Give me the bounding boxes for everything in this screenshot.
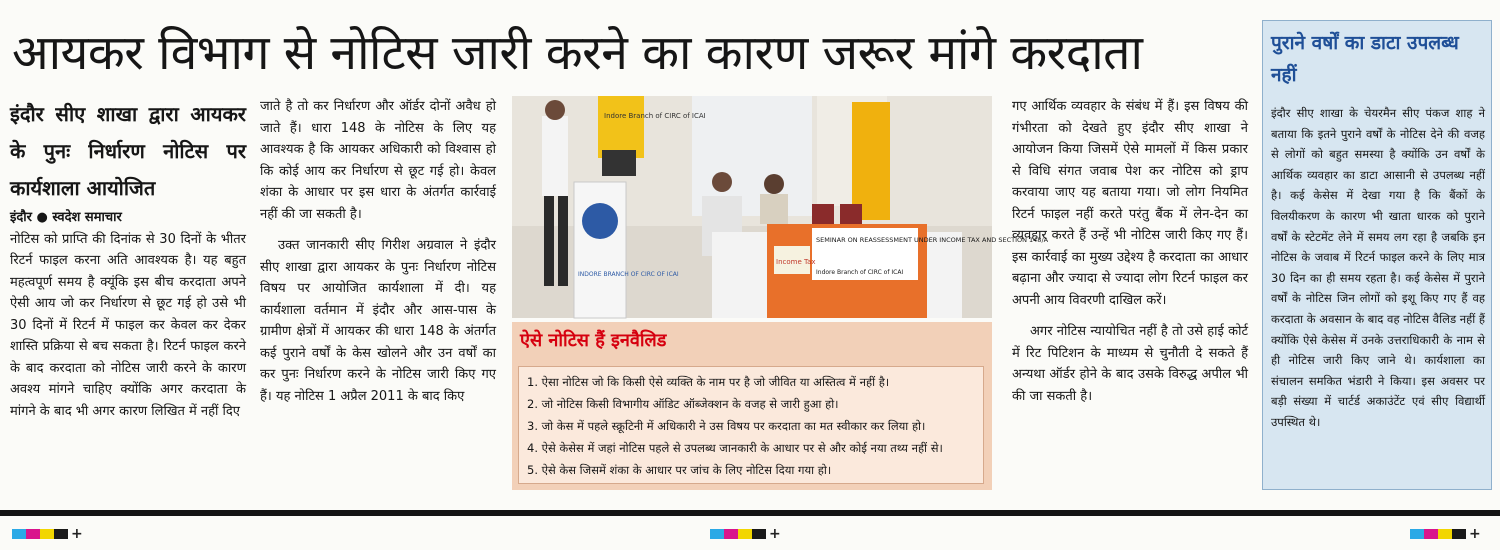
list-item: 4. ऐसे केसेस में जहां नोटिस पहले से उपलब्ध जानकारी के आधार पर से और कोई नया तथ्य नहीं से।	[527, 441, 943, 455]
event-photo-illustration	[512, 96, 1049, 318]
invalid-notice-box	[512, 322, 992, 490]
registration-marks	[12, 527, 83, 541]
podium-text: INDORE BRANCH OF CIRC OF ICAI	[578, 271, 679, 278]
byline: इंदौर ● स्वदेश समाचार	[10, 210, 122, 225]
invalid-notice-title: ऐसे नोटिस हैं इनवैलिड	[520, 330, 667, 351]
article-paragraph: नोटिस को प्राप्ति की दिनांक से 30 दिनों के भीतर रिटर्न फाइल करना अति आवश्यक है। यह बहुत महत्वपूर्ण समय है क्यूंकि इस बीच करदाता अपने ऐसी आय जो कर निर्धारण से छूट गई हो उसे भी 30 दिनों में रिटर्न में फाइल कर केवल कर देकर शास्ति प्रक्रिया से बच सकता है। रिटर्न फाइल करने के बाद करदाता को नोटिस जारी करने के कारण अवश्य मांगने चाहिए क्योंकि अगर करदाता के मांगने के बाद भी अगर कारण लिखित में नहीं दिए	[10, 231, 246, 419]
plus-mark: +	[769, 526, 781, 542]
article-column-4	[1012, 96, 1248, 496]
black-swatch	[54, 529, 68, 539]
article-column-2	[260, 96, 496, 496]
headline: आयकर विभाग से नोटिस जारी करने का कारण जरूर मांगे करदाता	[12, 25, 1143, 81]
yellow-swatch	[1438, 529, 1452, 539]
invalid-notice-list	[518, 366, 984, 484]
sidebar-title: पुराने वर्षों का डाटा उपलब्ध नहीं	[1271, 32, 1459, 86]
list-item: 3. जो केस में पहले स्क्रूटिनी में अधिकारी ने उस विषय पर करदाता का मत स्वीकार कर लिया हो।	[527, 419, 926, 433]
black-swatch	[1452, 529, 1466, 539]
black-swatch	[752, 529, 766, 539]
yellow-swatch	[738, 529, 752, 539]
cyan-swatch	[710, 529, 724, 539]
article-column-1	[10, 96, 246, 496]
magenta-swatch	[724, 529, 738, 539]
yellow-swatch	[40, 529, 54, 539]
stage-banner-text: SEMINAR ON REASSESSMENT UNDER INCOME TAX AND SECTION 148/A	[816, 236, 1049, 244]
plus-mark: +	[71, 526, 83, 542]
sidebar-box	[1262, 20, 1492, 490]
list-item: 1. ऐसा नोटिस जो कि किसी ऐसे व्यक्ति के नाम पर है जो जीवित या अस्तित्व में नहीं है।	[527, 375, 890, 389]
magenta-swatch	[1424, 529, 1438, 539]
magenta-swatch	[26, 529, 40, 539]
article-subheading: इंदौर सीए शाखा द्वारा आयकर के पुनः निर्धारण नोटिस पर कार्यशाला आयोजित	[10, 102, 246, 200]
cyan-swatch	[12, 529, 26, 539]
stage-banner-subtext: Indore Branch of CIRC of ICAI	[816, 269, 904, 276]
registration-marks	[1410, 527, 1481, 541]
bottom-rule	[0, 510, 1500, 516]
banner-left-text: Indore Branch of CIRC of ICAI	[604, 112, 706, 120]
list-item: 2. जो नोटिस किसी विभागीय ऑडिट ऑब्जेक्शन के वजह से जारी हुआ हो।	[527, 397, 839, 411]
article-paragraph: अगर नोटिस न्यायोचित नहीं है तो उसे हाई कोर्ट में रिट पिटिशन के माध्यम से चुनौती दे सकते हैं अन्यथा ऑर्डर होने के बाद उसके विरुद्ध अपील भी की जा सकती है।	[1012, 324, 1248, 404]
cyan-swatch	[1410, 529, 1424, 539]
article-paragraph: गए आर्थिक व्यवहार के संबंध में हैं। इस विषय की गंभीरता को देखते हुए इंदौर सीए शाखा ने आयोजन किया जिसमें ऐसे मामलों में किस प्रकार से विधि संगत जवाब पेश कर नोटिस को ड्राप करवाया जाए यह बताया गया। जो लोग नियमित रिटर्न फाइल नहीं करते परंतु बैंक में लेन-देन का व्यवहार करते हैं उन्हें भी नोटिस जारी किए गए हैं। इस कार्रवाई का मुख्य उद्देश्य है करदाता का आधार बढ़ाना और ज्यादा से ज्यादा लोग रिटर्न फाइल कर अपनी आय विवरणी दाखिल करें।	[1012, 99, 1248, 308]
article-paragraph: जाते है तो कर निर्धारण और ऑर्डर दोनों अवैध हो जाते हैं। धारा 148 के नोटिस के लिए यह आवश्यक है कि आयकर अधिकारी को विश्वास हो कि कोई आय कर निर्धारण से छूट गई हो। केवल शंका के आधार पर इस धारा के अंतर्गत कार्रवाई नहीं की जा सकती है।	[260, 99, 496, 222]
registration-marks	[710, 527, 781, 541]
event-photo	[512, 96, 1049, 318]
list-item: 5. ऐसे केस जिसमें शंका के आधार पर जांच के लिए नोटिस दिया गया हो।	[527, 463, 832, 477]
sidebar-body: इंदौर सीए शाखा के चेयरमैन सीए पंकज शाह ने बताया कि इतने पुराने वर्षों के नोटिस देने की वजह से लोगों को बहुत समस्या है क्योंकि उन वर्षों के आर्थिक व्यवहार का डाटा आसानी से उपलब्ध नहीं है। कई केसेस में देखा गया है कि बैंकों के विलयीकरण के कारण भी खाता धारक को पुराने वर्षों के स्टेटमेंट लेने में समय लग रहा है जबकि इन नोटिस के जवाब में रिटर्न फाइल करने के लिए मात्र 30 दिन का ही समय रहता है। कई केसेस में पुराने वर्षों के नोटिस जिन लोगों को इशू किए गए हैं वह करदाता के अवसान के बाद वह नोटिस वैलिड नहीं हैं क्योंकि ऐसे केसेस में उनके उत्तराधिकारी के नाम से ही नोटिस जारी किए जाने थे। कार्यशाला का संचालन समकित भंडारी ने किया। इस अवसर पर बड़ी संख्या में चार्टर्ड अकाउंटेंट एवं सीए विद्यार्थी उपस्थित थे।	[1271, 106, 1485, 429]
income-tax-text: Income Tax	[776, 258, 816, 266]
plus-mark: +	[1469, 526, 1481, 542]
article-paragraph: उक्त जानकारी सीए गिरीश अग्रवाल ने इंदौर सीए शाखा द्वारा आयकर के पुनः निर्धारण नोटिस विषय पर आयोजित कार्यशाला में दी। यह कार्यशाला वर्तमान में इंदौर और आस-पास के ग्रामीण क्षेत्रों में आयकर की धारा 148 के अंतर्गत कई पुराने वर्षों के केस खोलने और उन वर्षों का कर पुनः निर्धारण करने के नोटिस जारी किए गए हैं। यह नोटिस 1 अप्रैल 2011 के बाद किए	[260, 238, 496, 404]
